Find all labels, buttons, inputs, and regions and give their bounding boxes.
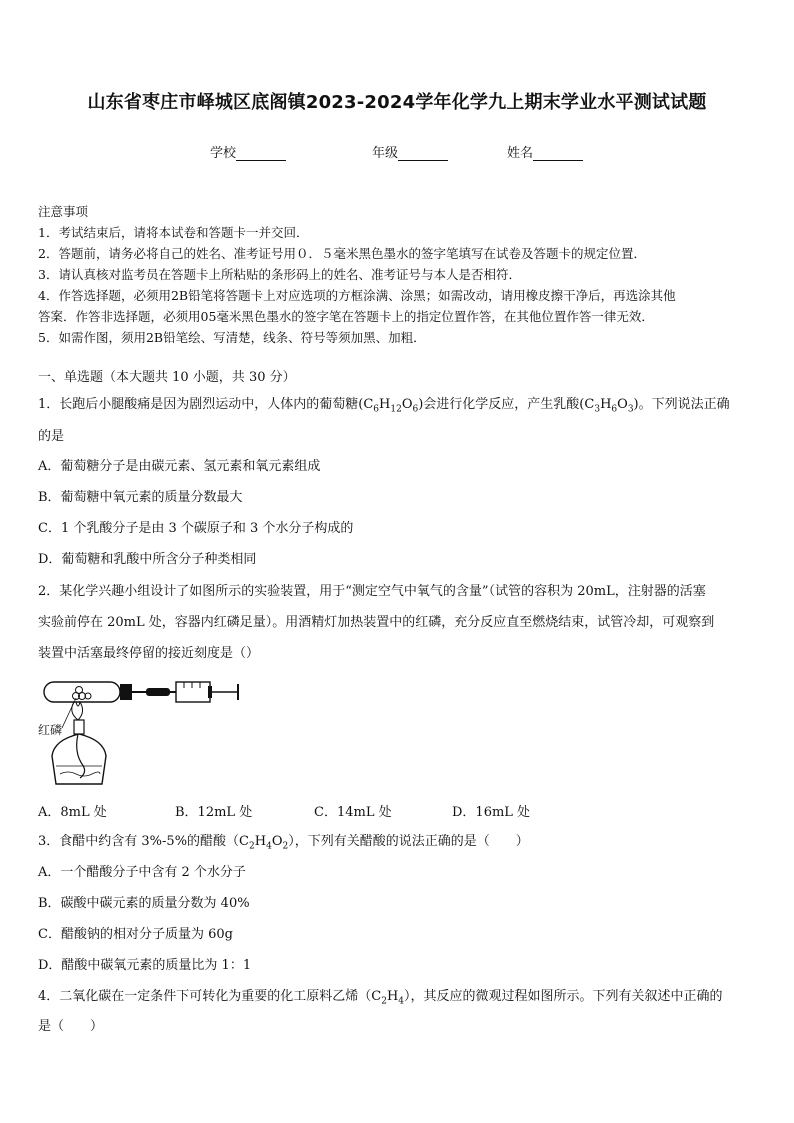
- section-heading: 一、单选题（本大题共 10 小题，共 30 分）: [38, 370, 296, 385]
- school-label: 学校: [210, 146, 237, 161]
- figure-label-red-phosphorus: 红磷: [38, 723, 63, 737]
- q1-stem: 1．长跑后小腿酸痛是因为剧烈运动中，人体内的葡萄糖$(C_6H_{12}O_6)$会进行化学反应，产生乳酸$(C_3H_6O_3)$。下列说法正确: [38, 397, 730, 415]
- rubber-tube: [146, 688, 170, 696]
- q2-stem-line2: 实验前停在 20mL 处，容器内红磷足量）。用酒精灯加热装置中的红磷，充分反应直至燃烧结束，试管冷却，可观察到: [38, 615, 715, 630]
- q2-option-d: D．16mL 处: [452, 805, 531, 820]
- q1-option-d: D．葡萄糖和乳酸中所含分子种类相同: [38, 552, 257, 567]
- q1-option-c: C．1 个乳酸分子是由 3 个碳原子和 3 个水分子构成的: [38, 521, 354, 536]
- notes-heading: 注意事项: [38, 204, 89, 219]
- note-item: 3．请认真核对监考员在答题卡上所粘贴的条形码上的姓名、准考证号与本人是否相符．: [38, 267, 521, 282]
- q3-option-d: D．醋酸中碳氧元素的质量比为 1：1: [38, 958, 252, 973]
- lamp-neck: [74, 720, 84, 734]
- q2-option-a: A．8mL 处: [38, 805, 107, 820]
- q1-option-a: A．葡萄糖分子是由碳元素、氢元素和氧元素组成: [38, 459, 321, 474]
- note-item: 1．考试结束后，请将本试卷和答题卡一并交回．: [38, 225, 309, 240]
- q2-stem-line1: 2．某化学兴趣小组设计了如图所示的实验装置，用于“测定空气中氧气的含量”（试管的容积为 20mL，注射器的活塞: [38, 584, 706, 599]
- q4-stem: 4．二氧化碳在一定条件下可转化为重要的化工原料乙烯$(C_2H_4)$，其反应的微观过程如图所示。下列有关叙述中正确的: [38, 989, 723, 1007]
- q2-option-b: B．12mL 处: [175, 805, 253, 820]
- q1-option-b: B．葡萄糖中氧元素的质量分数最大: [38, 490, 243, 505]
- name-field: [507, 142, 583, 161]
- syringe-barrel: [176, 682, 210, 702]
- q4-stem-cont: 是（ ）: [38, 1019, 104, 1034]
- q2-stem-line3: 装置中活塞最终停留的接近刻度是（）: [38, 646, 260, 661]
- note-item: 4．作答选择题，必须用2B铅笔将答题卡上对应选项的方框涂满、涂黑；如需改动，请用橡皮擦干净后，再选涂其他: [38, 288, 676, 303]
- stopper: [120, 684, 132, 700]
- experiment-apparatus-figure: [38, 676, 258, 788]
- name-blank: [533, 148, 583, 161]
- note-item: 2．答题前，请务必将自己的姓名、准考证号用０．５毫米黑色墨水的签字笔填写在试卷及答题卡的规定位置．: [38, 246, 646, 261]
- school-blank: [236, 148, 286, 161]
- page-title: 山东省枣庄市峄城区底阁镇2023-2024学年化学九上期末学业水平测试试题: [87, 92, 707, 113]
- grade-label: 年级: [372, 146, 399, 161]
- q3-option-a: A．一个醋酸分子中含有 2 个水分子: [38, 865, 246, 880]
- grade-field: [372, 142, 448, 161]
- q3-stem: 3．食醋中约含有 3%-5%的醋酸$(C_2H_4O_2)$，下列有关醋酸的说法正确的是（ ）: [38, 834, 529, 852]
- grade-blank: [398, 148, 448, 161]
- q2-option-c: C．14mL 处: [314, 805, 392, 820]
- q3-option-c: C．醋酸钠的相对分子质量为 60g: [38, 927, 233, 942]
- note-item: 答案．作答非选择题，必须用05毫米黑色墨水的签字笔在答题卡上的指定位置作答，在其他位置作答一律无效．: [38, 309, 654, 324]
- q1-stem-cont: 的是: [38, 429, 65, 444]
- q3-option-b: B．碳酸中碳元素的质量分数为 40%: [38, 896, 250, 911]
- school-field: [210, 142, 286, 161]
- note-item: 5．如需作图，须用2B铅笔绘、写清楚，线条、符号等须加黑、加粗．: [38, 330, 426, 345]
- name-label: 姓名: [507, 146, 534, 161]
